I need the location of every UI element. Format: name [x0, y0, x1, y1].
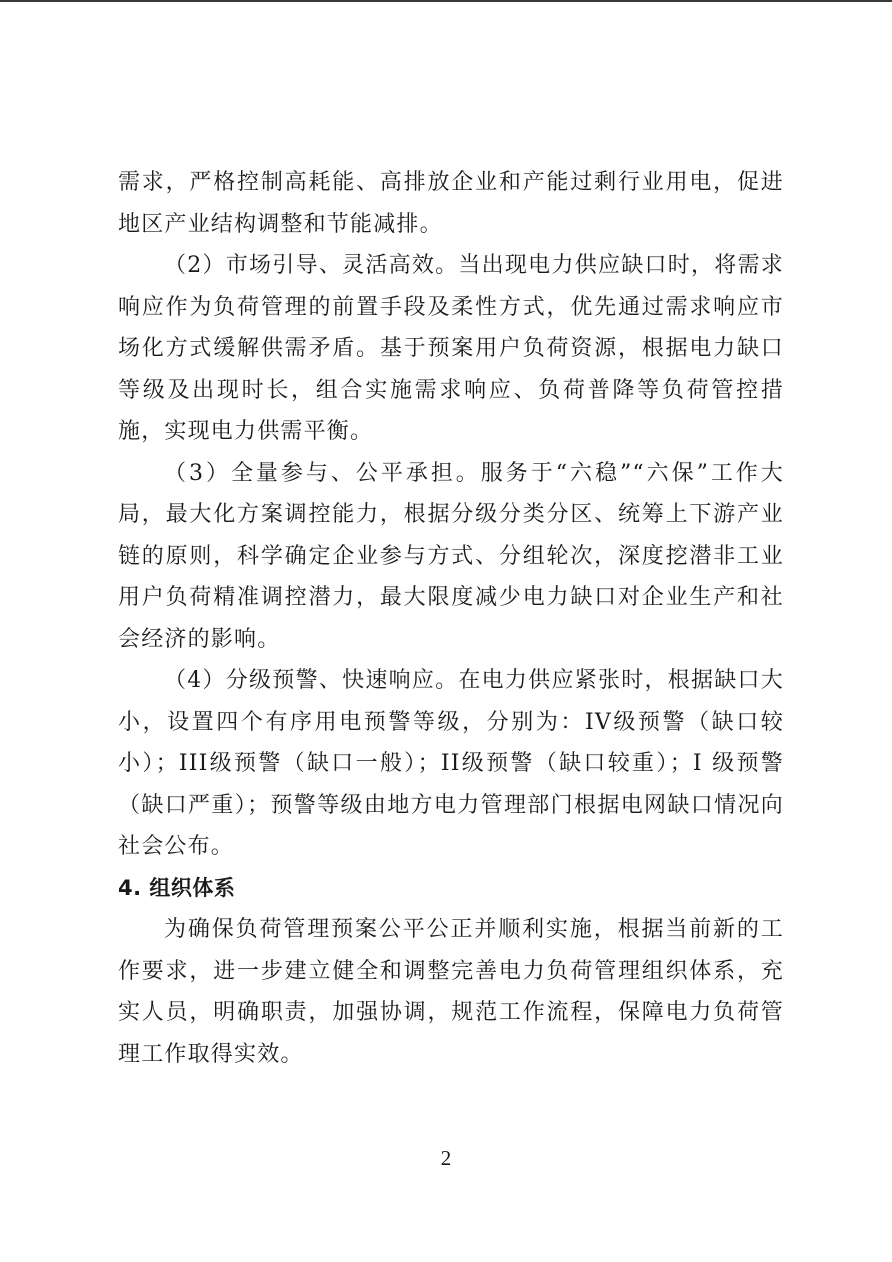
- top-border-line: [0, 0, 892, 2]
- paragraph-organization-system: 为确保负荷管理预案公平公正并顺利实施，根据当前新的工作要求，进一步建立健全和调整完善电力负荷管理组织体系，充实人员，明确职责，加强协调，规范工作流程，保障电力负荷管理工作取得实效。: [118, 917, 784, 1067]
- paragraph-graded-warning: （4）分级预警、快速响应。在电力供应紧张时，根据缺口大小，设置四个有序用电预警等级，分别为：IV级预警（缺口较小）；III级预警（缺口一般）；II级预警（缺口较重）；I 级预警（缺口严重）；预警等级由地方电力管理部门根据电网缺口情况向社会公布。: [118, 668, 784, 859]
- section-heading-organization: 4. 组织体系: [118, 875, 236, 900]
- document-body: [118, 162, 784, 1075]
- paragraph-full-participation: （3）全量参与、公平承担。服务于“六稳”“六保”工作大局，最大化方案调控能力，根据分级分类分区、统筹上下游产业链的原则，科学确定企业参与方式、分组轮次，深度挖潜非工业用户负荷精准调控潜力，最大限度减少电力缺口对企业生产和社会经济的影响。: [118, 460, 784, 652]
- paragraph-continuation: 需求，严格控制高耗能、高排放企业和产能过剩行业用电，促进地区产业结构调整和节能减排。: [118, 170, 784, 237]
- page-number: 2: [440, 1146, 452, 1170]
- paragraph-market-guidance: （2）市场引导、灵活高效。当出现电力供应缺口时，将需求响应作为负荷管理的前置手段及柔性方式，优先通过需求响应市场化方式缓解供需矛盾。基于预案用户负荷资源，根据电力缺口等级及出现时长，组合实施需求响应、负荷普降等负荷管控措施，实现电力供需平衡。: [118, 253, 784, 444]
